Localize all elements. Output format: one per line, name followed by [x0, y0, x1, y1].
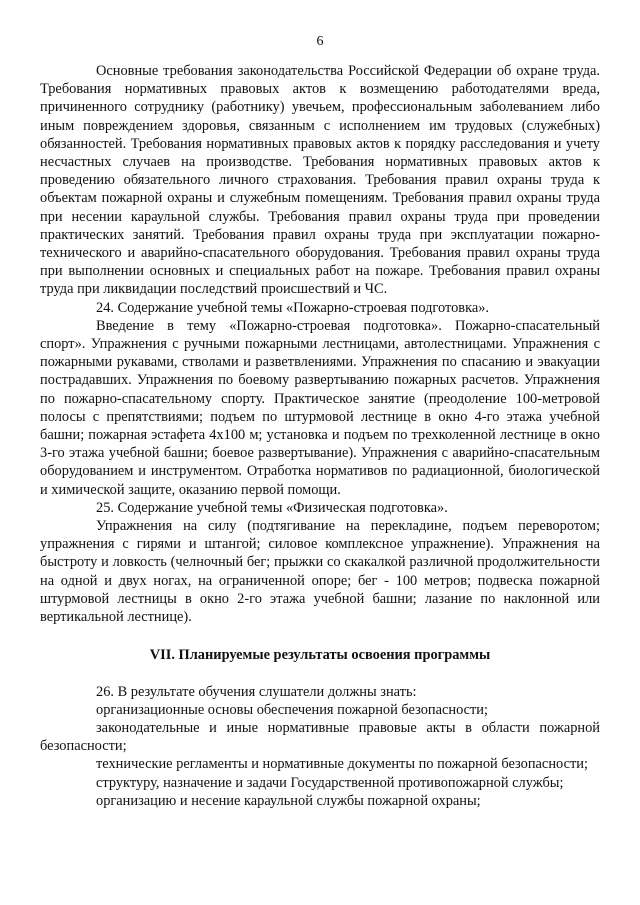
section-heading: VII. Планируемые результаты освоения программы [149, 647, 491, 664]
paragraph-topic-25-content: Упражнения на силу (подтягивание на перекладине, подъем переворотом; упражнения с гирями и штангой; силовое комплексное упражнение). Упражнения на быстроту и ловкость (челночный бег; прыжки со скакалкой различной продолжительности на одной и двух ногах, на ограниченной опоре; бег - 100 метров; подвеска пожарной штурмовой лестницы в окно 2-го этажа учебной башни; лазание по наклонной или вертикальной лестнице). [40, 518, 600, 626]
outcome-item: законодательные и иные нормативные правовые акты в области пожарной безопасности; [40, 719, 600, 755]
document-body [40, 62, 600, 810]
outcome-item: 26. В результате обучения слушатели должны знать: [96, 683, 417, 700]
outcome-item: организацию и несение караульной службы пожарной охраны; [96, 792, 481, 809]
paragraph-topic-24-content: Введение в тему «Пожарно-строевая подготовка». Пожарно-спасательный спорт». Упражнения с ручными пожарными лестницами, автолестницами. Упражнения с пожарными рукавами, стволами и разветвлениями. Упражнения по спасанию и эвакуации пострадавших. Упражнения по боевому развертыванию пожарных расчетов. Упражнения по пожарно-спасательному спорту. Практическое занятие (преодоление 100-метровой полосы с препятствиями; подъем по штурмовой лестнице в окно 4-го этажа учебной башни; пожарная эстафета 4х100 м; установка и подъем по трехколенной лестнице в окно 3-го этажа учебной башни; боевое развертывание). Упражнения с аварийно-спасательным оборудованием и инструментом. Отработка нормативов по радиационной, биологической и химической защите, оказанию первой помощи. [40, 317, 600, 498]
paragraph-topic-24-title: 24. Содержание учебной темы «Пожарно-строевая подготовка». [96, 299, 490, 316]
outcome-item: технические регламенты и нормативные документы по пожарной безопасности; [96, 756, 588, 773]
outcome-item: структуру, назначение и задачи Государственной противопожарной службы; [96, 774, 564, 791]
paragraph-topic-25-title: 25. Содержание учебной темы «Физическая подготовка». [96, 499, 448, 516]
page-number: 6 [316, 34, 324, 49]
paragraph-labor-safety-requirements: Основные требования законодательства Российской Федерации об охране труда. Требования нормативных правовых актов к возмещению работодателями вреда, причиненного сотруднику (работнику) увечьем, профессиональным заболеванием либо иным повреждением здоровья, связанным с исполнением им трудовых (служебных) обязанностей. Требования нормативных правовых актов к порядку расследования и учету несчастных случаев на производстве. Требования нормативных правовых актов к проведению обязательного личного страхования. Требования правил охраны труда к объектам пожарной охраны и служебным помещениям. Требования правил охраны труда при несении караульной службы. Требования правил охраны труда при проведении практических занятий. Требования правил охраны труда при эксплуатации пожарно-технического и аварийно-спасательного оборудования. Требования правил охраны труда при выполнении основных и специальных работ на пожаре. Требования правил охраны труда при ликвидации последствий происшествий и ЧС. [40, 63, 600, 298]
outcome-item: организационные основы обеспечения пожарной безопасности; [96, 701, 488, 718]
